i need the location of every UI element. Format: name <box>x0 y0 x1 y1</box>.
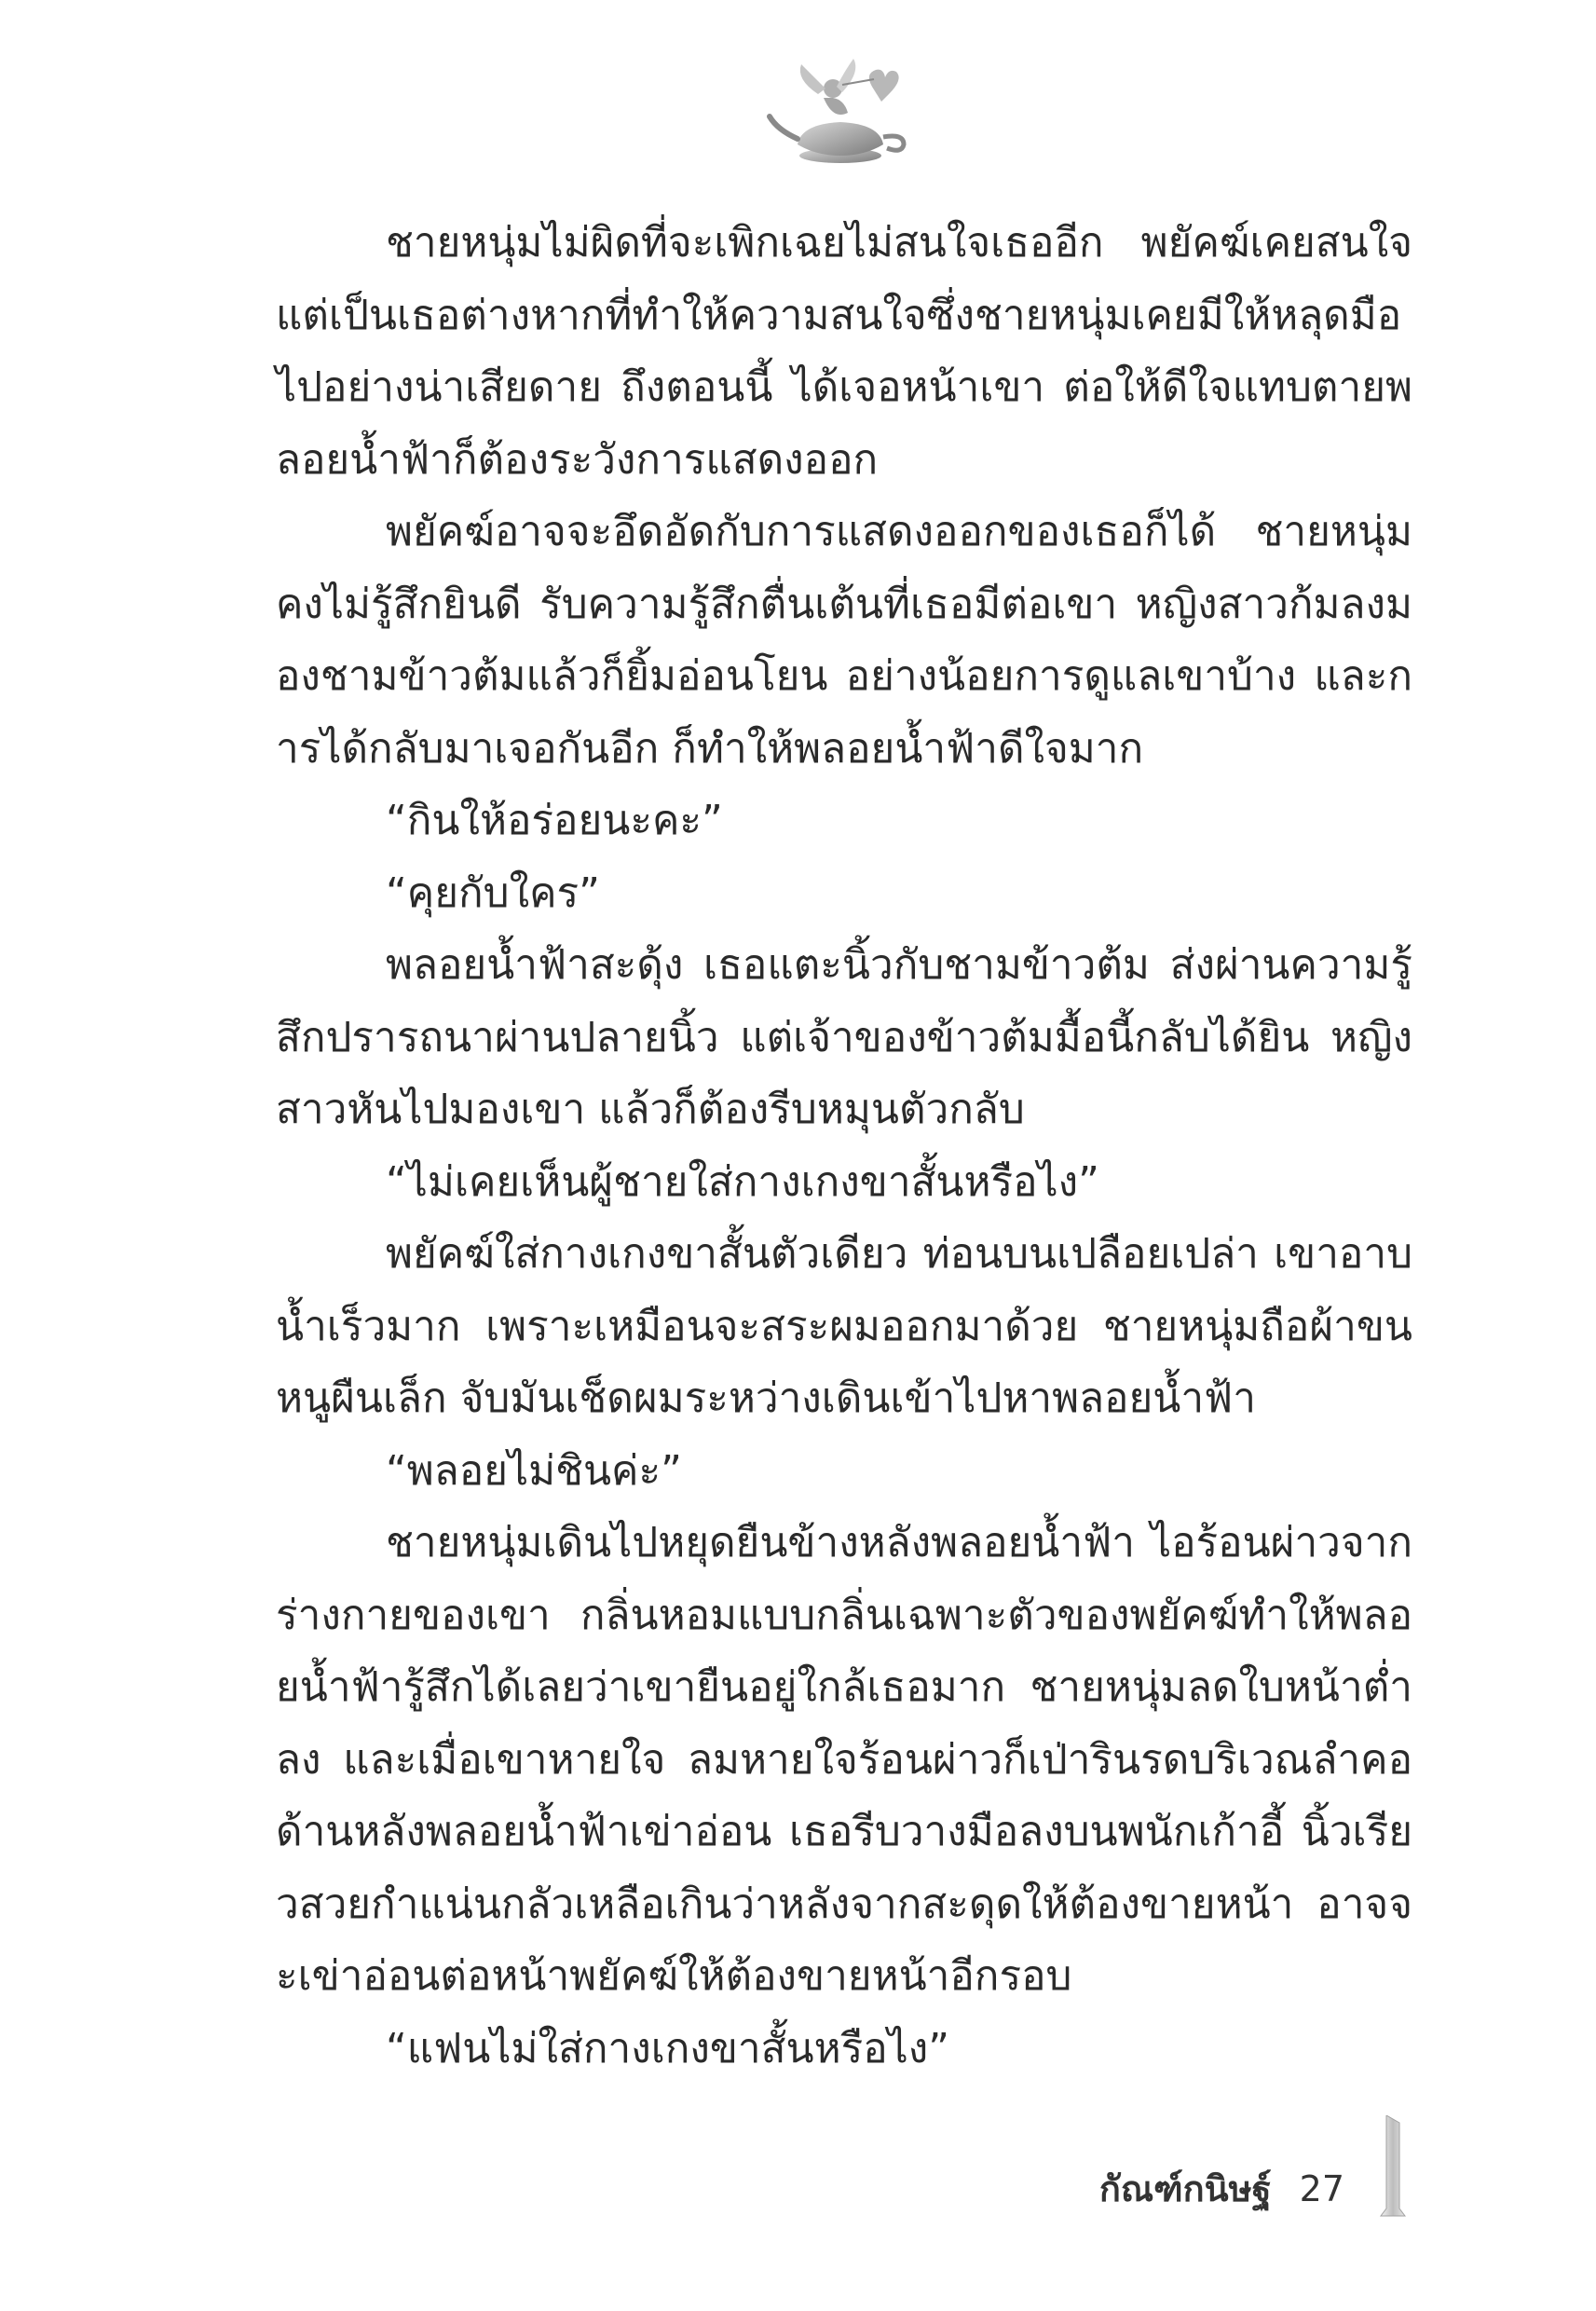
dialogue-line: “แฟนไม่ใส่กางเกงขาสั้นหรือไง” <box>386 2024 950 2072</box>
page-footer <box>1099 2160 1344 2217</box>
paragraph: พยัคฆ์ใส่กางเกงขาสั้นตัวเดียว ท่อนบนเปลือยเปล่า เขาอาบน้ำเร็วมาก เพราะเหมือนจะสระผมออกมาด้วย ชายหนุ่มถือผ้าขนหนูผืนเล็ก จับมันเช็ดผมระหว่างเดินเข้าไปหาพลอยน้ำฟ้า <box>276 1230 1412 1422</box>
dialogue-line: “พลอยไม่ชินค่ะ” <box>386 1446 682 1495</box>
paragraph: พยัคฆ์อาจจะอึดอัดกับการแสดงออกของเธอก็ได้ ชายหนุ่มคงไม่รู้สึกยินดี รับความรู้สึกตื่นเต้นที่เธอมีต่อเขา หญิงสาวก้มลงมองชามข้าวต้มแล้วก็ยิ้มอ่อนโยน อย่างน้อยการดูแลเขาบ้าง และการได้กลับมาเจอกันอีก ก็ทำให้พลอยน้ำฟ้าดีใจมาก <box>276 508 1412 773</box>
book-title: กัณฑ์กนิษฐ์ <box>1098 2168 1272 2209</box>
dialogue-line: “กินให้อร่อยนะคะ” <box>386 797 723 844</box>
dialogue-line: “ไม่เคยเห็นผู้ชายใส่กางเกงขาสั้นหรือไง” <box>386 1157 1099 1206</box>
dialogue-line: “คุยกับใคร” <box>386 868 600 917</box>
text-body <box>276 207 1412 2085</box>
paragraph: ชายหนุ่มไม่ผิดที่จะเพิกเฉยไม่สนใจเธออีก พยัคฆ์เคยสนใจแต่เป็นเธอต่างหากที่ทำให้ความสนใจซึ่งชายหนุ่มเคยมีให้หลุดมือไปอย่างน่าเสียดาย ถึงตอนนี้ ได้เจอหน้าเขา ต่อให้ดีใจแทบตายพลอยน้ำฟ้าก็ต้องระวังการแสดงออก <box>276 219 1412 484</box>
paragraph: พลอยน้ำฟ้าสะดุ้ง เธอแตะนิ้วกับชามข้าวต้ม ส่งผ่านความรู้สึกปรารถนาผ่านปลายนิ้ว แต่เจ้าของข้าวต้มมื้อนี้กลับได้ยิน หญิงสาวหันไปมองเขา แล้วก็ต้องรีบหมุนตัวกลับ <box>276 941 1412 1133</box>
page-number: 27 <box>1299 2168 1344 2209</box>
teapot-cherub-ornament-icon <box>764 51 913 172</box>
paragraph: ชายหนุ่มเดินไปหยุดยืนข้างหลังพลอยน้ำฟ้า ไอร้อนผ่าวจากร่างกายของเขา กลิ่นหอมแบบกลิ่นเฉพาะตัวของพยัคฆ์ทำให้พลอยน้ำฟ้ารู้สึกได้เลยว่าเขายืนอยู่ใกล้เธอมาก ชายหนุ่มลดใบหน้าต่ำลง และเมื่อเขาหายใจ ลมหายใจร้อนผ่าวก็เป่ารินรดบริเวณลำคอด้านหลังพลอยน้ำฟ้าเข่าอ่อน เธอรีบวางมือลงบนพนักเก้าอี้ นิ้วเรียวสวยกำแน่นกลัวเหลือเกินว่าหลังจากสะดุดให้ต้องขายหน้า อาจจะเข่าอ่อนต่อหน้าพยัคฆ์ให้ต้องขายหน้าอีกรอบ <box>276 1519 1412 2000</box>
bookmark-tab-icon <box>1377 2115 1409 2218</box>
